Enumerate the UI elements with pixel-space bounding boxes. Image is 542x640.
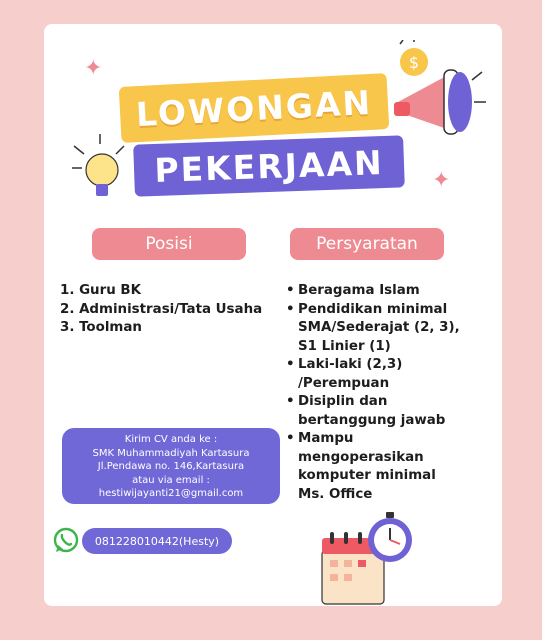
list-item: • Mampu mengoperasikan komputer minimal Ms. Office [286,430,466,504]
list-item: 1. Guru BK [60,283,141,298]
list-item: • Pendidikan minimal SMA/Sederajat (2, 3), S1 Linier (1) [286,301,466,357]
calendar-clock-icon [308,510,418,606]
contact-line: Jl.Pendawa no. 146,Kartasura [97,461,245,472]
list-item: • Laki-laki (2,3) /Perempuan [286,356,466,393]
whatsapp-icon [52,526,80,554]
persyaratan-heading: Persyaratan [290,228,444,260]
posisi-heading: Posisi [92,228,246,260]
sparkle-icon: ✦ [432,168,451,193]
svg-text:$: $ [408,53,420,72]
title-line2: PEKERJAAN [133,135,405,196]
phone-number[interactable]: 081228010442(Hesty) [82,528,232,554]
contact-box [62,428,280,504]
title-line1: LOWONGAN [119,73,390,143]
sparkle-icon: ✦ [84,56,103,81]
list-item: 3. Toolman [60,320,142,335]
persyaratan-list [286,282,466,504]
contact-email: hestiwijayanti21@gmail.com [98,488,244,499]
megaphone-icon [388,40,488,140]
contact-line: Kirim CV anda ke : [124,434,218,445]
contact-line: atau via email : [132,474,210,486]
list-item: • Beragama Islam [286,282,466,301]
list-item: 2. Administrasi/Tata Usaha [60,301,263,317]
posisi-list [60,282,280,338]
lightbulb-icon [70,132,136,202]
list-item: • Disiplin dan bertanggung jawab [286,393,466,430]
contact-line: SMK Muhammadiyah Kartasura [92,447,250,459]
